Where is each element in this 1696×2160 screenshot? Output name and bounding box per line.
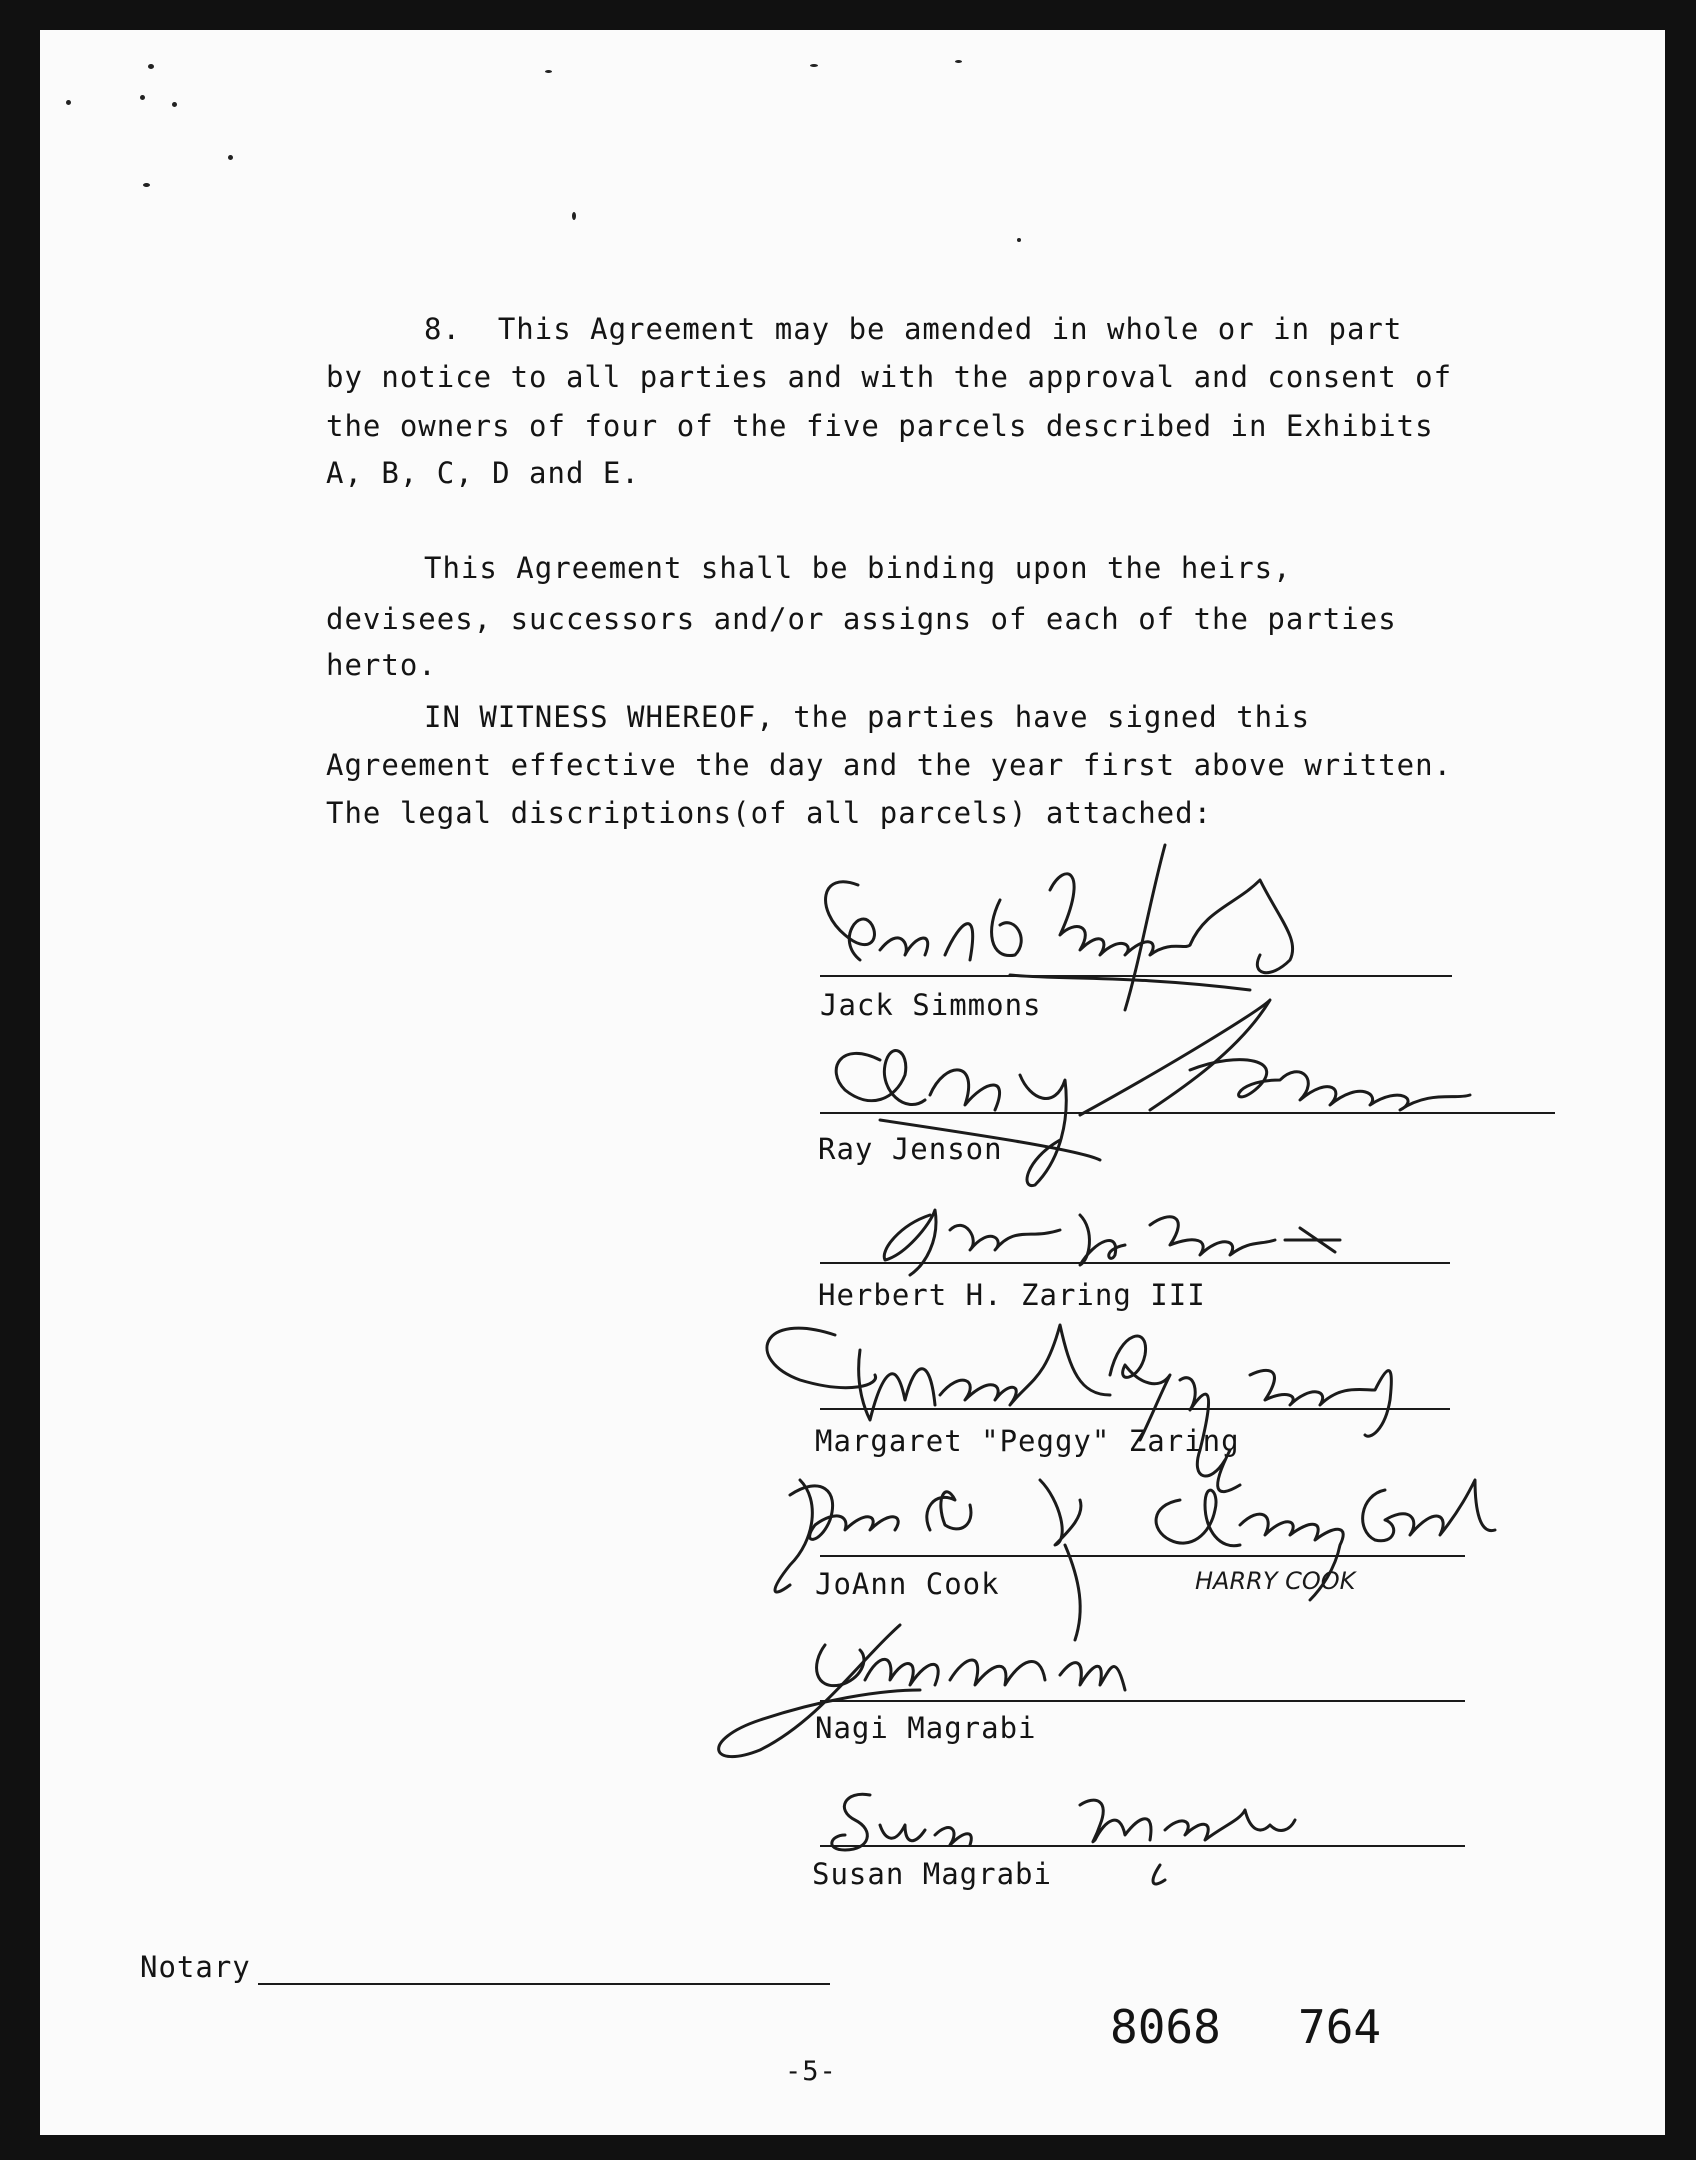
paragraph-8-line: by notice to all parties and with the approval and consent of xyxy=(326,360,1453,394)
scan-speck xyxy=(228,155,233,160)
witness-paragraph-line: Agreement effective the day and the year first above written. xyxy=(326,748,1453,782)
page-reference-number: 764 xyxy=(1298,2000,1382,2054)
handprinted-name-harry-cook: HARRY COOK xyxy=(1195,1567,1356,1595)
signatory-name: Ray Jenson xyxy=(818,1132,1003,1166)
signature-line-nagi-magrabi xyxy=(820,1700,1465,1702)
signatory-name: Herbert H. Zaring III xyxy=(818,1278,1206,1312)
witness-paragraph-line: The legal discriptions(of all parcels) attached: xyxy=(326,796,1213,830)
scan-speck xyxy=(545,70,552,73)
signature-line-cook xyxy=(820,1555,1465,1557)
book-number: 8068 xyxy=(1110,2000,1221,2054)
signatory-name: Margaret "Peggy" Zaring xyxy=(815,1424,1240,1458)
signatory-name: Susan Magrabi xyxy=(812,1857,1052,1891)
witness-paragraph-line: IN WITNESS WHEREOF, the parties have signed this xyxy=(424,700,1311,734)
paragraph-8-line: A, B, C, D and E. xyxy=(326,456,640,490)
page-number: -5- xyxy=(785,2056,837,2087)
signature-line-margaret-zaring xyxy=(820,1408,1450,1410)
scan-speck xyxy=(172,102,177,107)
signatory-name: Nagi Magrabi xyxy=(815,1711,1037,1745)
binding-paragraph-line: devisees, successors and/or assigns of each of the parties xyxy=(326,602,1397,636)
signature-line-herbert-zaring xyxy=(820,1262,1450,1264)
scan-speck xyxy=(810,64,818,67)
paragraph-8-line: the owners of four of the five parcels described in Exhibits xyxy=(326,409,1434,443)
signature-line-jack-simmons xyxy=(820,975,1452,977)
scan-speck xyxy=(572,212,576,220)
scan-speck xyxy=(955,60,962,63)
scan-speck xyxy=(140,95,145,100)
paragraph-8-line: 8. This Agreement may be amended in whole or in part xyxy=(424,312,1403,346)
signatory-name: JoAnn Cook xyxy=(815,1567,1000,1601)
notary-signature-line xyxy=(258,1983,830,1985)
signature-line-ray-jenson xyxy=(820,1112,1555,1114)
scan-speck xyxy=(66,100,71,105)
signature-line-susan-magrabi xyxy=(820,1845,1465,1847)
signatory-name: Jack Simmons xyxy=(820,988,1042,1022)
binding-paragraph-line: herto. xyxy=(326,648,437,682)
binding-paragraph-line: This Agreement shall be binding upon the heirs, xyxy=(424,551,1292,585)
scan-speck xyxy=(148,64,154,69)
scan-speck xyxy=(1017,238,1021,242)
scan-speck xyxy=(143,183,150,187)
notary-label: Notary xyxy=(140,1950,251,1984)
